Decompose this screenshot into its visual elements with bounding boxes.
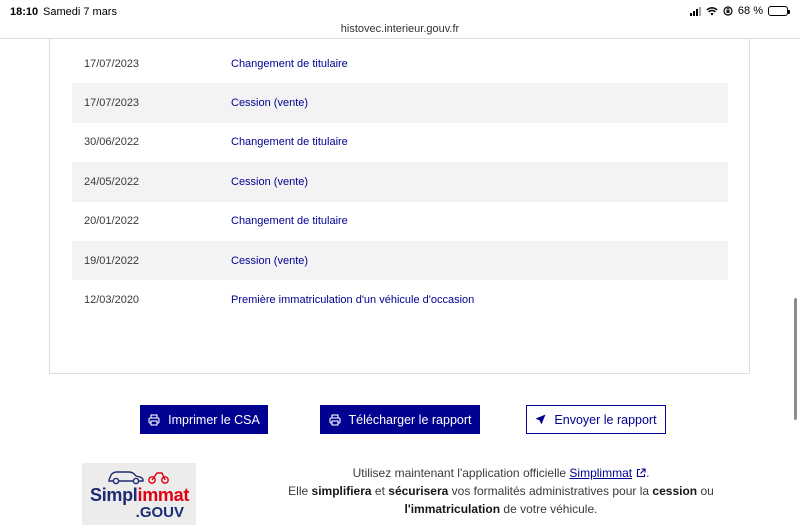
history-row [72,202,728,241]
battery-icon [768,6,788,16]
history-event: Changement de titulaire [231,136,348,149]
history-row [72,162,728,201]
history-event: Cession (vente) [231,97,309,110]
url-bar[interactable]: histovec.interieur.gouv.fr [340,23,460,35]
history-date: 24/05/2022 [84,175,140,188]
history-row [72,280,728,319]
history-date: 12/03/2020 [84,294,140,307]
print-csa-button[interactable] [140,405,268,434]
history-row [72,123,728,162]
history-date: 19/01/2022 [84,254,140,267]
history-event: Cession (vente) [231,254,309,267]
car-moto-icon [107,467,171,485]
simplimmat-logo[interactable] [82,463,196,525]
printer-icon [148,414,160,426]
print-csa-label: Imprimer le CSA [168,412,260,427]
status-date: Samedi 7 mars [43,6,117,18]
promo-line-1: Utilisez maintenant l'application officielle Simplimmat . [352,466,650,480]
history-row [72,44,728,83]
history-event: Cession (vente) [231,175,309,188]
battery-percent: 68 % [737,5,763,17]
scroll-indicator[interactable] [794,298,797,420]
simplimmat-link[interactable]: Simplimmat [569,466,646,480]
history-row [72,241,728,280]
promo-line-3: l'immatriculation de votre véhicule. [404,502,598,516]
history-event: Première immatriculation d'un véhicule d'occasion [231,294,475,307]
status-time: 18:10 [10,6,39,18]
history-event: Changement de titulaire [231,215,348,228]
history-date: 17/07/2023 [84,57,140,70]
logo-wordmark: Simplimmat [90,485,190,505]
download-report-label: Télécharger le rapport [348,412,472,427]
send-report-button[interactable] [526,405,666,434]
download-report-button[interactable] [320,405,480,434]
send-report-label: Envoyer le rapport [554,412,657,427]
orientation-lock-icon [723,6,733,16]
history-date: 17/07/2023 [84,97,140,110]
history-table [72,44,728,320]
history-card [49,39,750,374]
send-icon [535,414,546,425]
history-date: 20/01/2022 [84,215,140,228]
logo-gouv: .GOUV [135,504,184,521]
history-event: Changement de titulaire [231,57,348,70]
status-indicators [690,5,788,17]
simplimmat-promo [230,464,772,518]
history-row [72,83,728,122]
cellular-signal-icon [690,6,701,16]
promo-line-2: Elle simplifiera et sécurisera vos formalités administratives pour la cession ou [288,484,714,498]
printer-icon [329,414,341,426]
wifi-icon [706,6,718,16]
history-date: 30/06/2022 [84,136,140,149]
external-link-icon [636,468,646,478]
